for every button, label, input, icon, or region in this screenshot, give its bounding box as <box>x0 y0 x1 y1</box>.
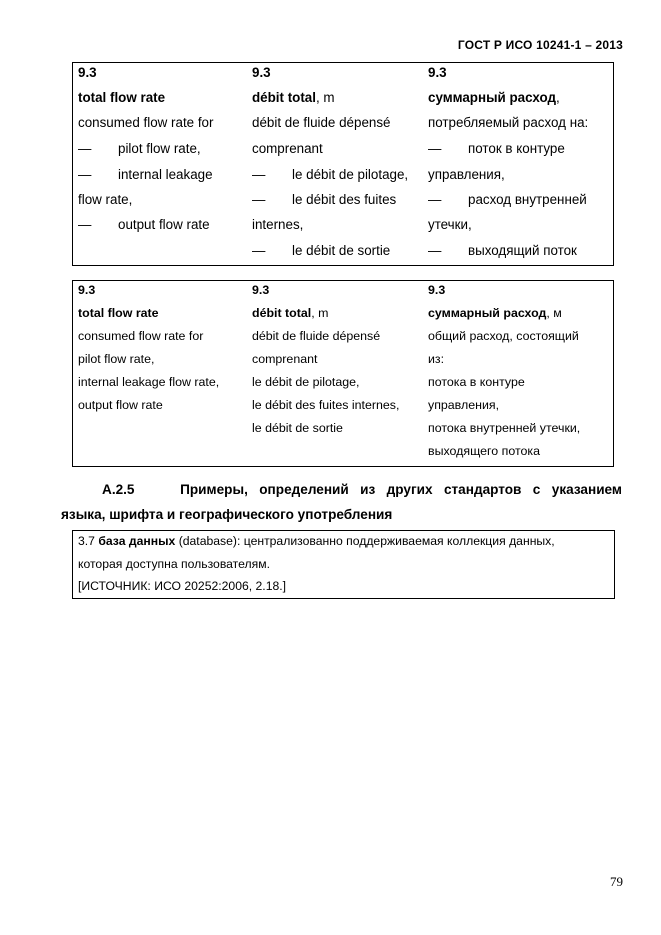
definition-line: из: <box>428 352 445 366</box>
definition-line: — output flow rate <box>78 217 210 232</box>
definition-line: — le débit de pilotage, <box>252 167 409 182</box>
term: total flow rate <box>78 306 159 320</box>
entry-number: 9.3 <box>428 283 446 297</box>
definition-line: internes, <box>252 217 304 232</box>
definition-line: утечки, <box>428 217 472 232</box>
definition-line: débit de fluide dépensé <box>252 115 391 130</box>
definition-line: — internal leakage <box>78 167 213 182</box>
definition-line: débit de fluide dépensé <box>252 329 381 343</box>
definition-line: управления, <box>428 398 500 412</box>
definition-line: — le débit des fuites <box>252 192 397 207</box>
definition-line: le débit de sortie <box>252 421 343 435</box>
definition-line: — расход внутренней <box>428 192 587 207</box>
terminology-table-1 <box>72 62 614 266</box>
term: суммарный расход, м <box>428 306 562 320</box>
definition-line: internal leakage flow rate, <box>78 375 220 389</box>
entry-number: 9.3 <box>78 65 97 80</box>
definition-line: — поток в контуре <box>428 141 565 156</box>
definition-line: которая доступна пользователям. <box>78 557 270 571</box>
page-number: 79 <box>610 874 623 889</box>
definition-line: le débit des fuites internes, <box>252 398 400 412</box>
definition-line: выходящего потока <box>428 444 540 458</box>
terminology-table-2 <box>72 280 614 467</box>
entry-number: 9.3 <box>428 65 447 80</box>
term: суммарный расход, <box>428 90 560 105</box>
section-heading-continuation: языка, шрифта и географического употребления <box>61 507 393 522</box>
term: débit total, m <box>252 90 335 105</box>
definition-line: consumed flow rate for <box>78 329 204 343</box>
definition-line: управления, <box>428 167 505 182</box>
entry-number: 9.3 <box>252 65 271 80</box>
definition-line: comprenant <box>252 352 318 366</box>
definition-line: output flow rate <box>78 398 163 412</box>
entry-number: 9.3 <box>252 283 270 297</box>
definition-line: — le débit de sortie <box>252 243 391 258</box>
definition-line: потребляемый расход на: <box>428 115 589 130</box>
source-line: [ИСТОЧНИК: ИСО 20252:2006, 2.18.] <box>78 579 287 593</box>
definition-line: comprenant <box>252 141 323 156</box>
definition-line: consumed flow rate for <box>78 115 214 130</box>
term: débit total, m <box>252 306 329 320</box>
definition-line: — pilot flow rate, <box>78 141 201 156</box>
entry-number: 9.3 <box>78 283 96 297</box>
definition-line: pilot flow rate, <box>78 352 155 366</box>
definition-line: 3.7 база данных (database): централизованно поддерживаемая коллекция данных, <box>78 534 555 548</box>
definition-line: потока в контуре <box>428 375 525 389</box>
definition-line: le débit de pilotage, <box>252 375 360 389</box>
definition-line: — выходящий поток <box>428 243 577 258</box>
definition-line: flow rate, <box>78 192 133 207</box>
definition-line: потока внутренней утечки, <box>428 421 581 435</box>
term: total flow rate <box>78 90 166 105</box>
definition-line: общий расход, состоящий <box>428 329 579 343</box>
definition-example-box <box>72 530 615 599</box>
section-heading: A.2.5 Примеры, определений из других стандартов с указанием <box>102 482 622 497</box>
document-header: ГОСТ Р ИСО 10241-1 – 2013 <box>457 38 623 52</box>
